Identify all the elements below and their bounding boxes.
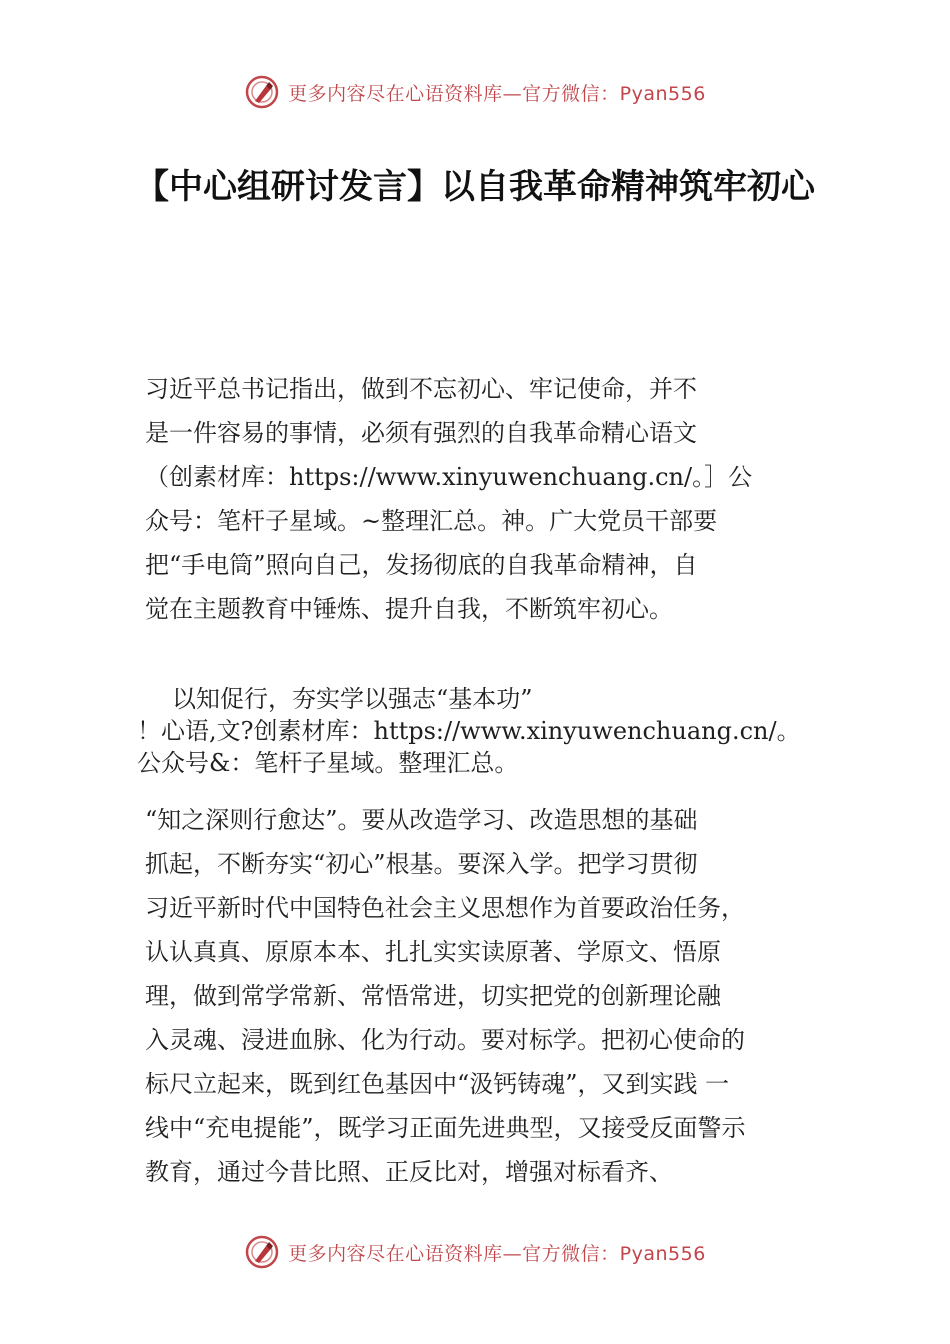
pen-nib-logo-icon	[244, 74, 280, 110]
watermark-text: 更多内容尽在心语资料库—官方微信：Pyan556	[288, 1242, 706, 1265]
paragraph-study: “知之深则行愈达”。要从改造学习、改造思想的基础 抓起，不断夯实“初心”根基。要深入学。把学习贯彻 习近平新时代中国特色社会主义思想作为首要政治任务， 认认真真、原原本本、扎扎实实读原著、学原文、悟原 理，做到常学常新、常悟常进，切实把党的创新理论融 入灵魂、浸进血脉、化为行动。要对标学。把初心使命的 标尺立起来，既到红色基因中“汲钙铸魂”，又到实践 一 线中“充电提能”，既学习正面先进典型，又接受反面警示 教育，通过今昔比照、正反比对，增强对标看齐、	[145, 806, 746, 1186]
watermark-banner-top	[0, 70, 950, 114]
source-line-1: ！心语,文?创素材库：https://www.xinyuwenchuang.cn/。	[137, 717, 801, 745]
pen-nib-logo-icon	[244, 1234, 280, 1270]
section-heading: 以知促行，夯实学以强志“基本功”	[172, 685, 533, 713]
section-heading-block	[137, 683, 847, 779]
watermark-banner-bottom	[0, 1230, 950, 1274]
document-title: 【中心组研讨发言】以自我革命精神筑牢初心	[135, 167, 815, 207]
watermark-text: 更多内容尽在心语资料库—官方微信：Pyan556	[288, 82, 706, 105]
paragraph-intro: 习近平总书记指出，做到不忘初心、牢记使命，并不 是一件容易的事情，必须有强烈的自我革命精心语文 （创素材库：https://www.xinyuwenchuang.cn/。］公 众号：笔杆子星域。~整理汇总。神。广大党员干部要 把“手电筒”照向自己，发扬彻底的自我革命精神，自 觉在主题教育中锤炼、提升自我，不断筑牢初心。	[145, 375, 753, 623]
source-line-2: 公众号&：笔杆子星域。整理汇总。	[137, 749, 519, 777]
